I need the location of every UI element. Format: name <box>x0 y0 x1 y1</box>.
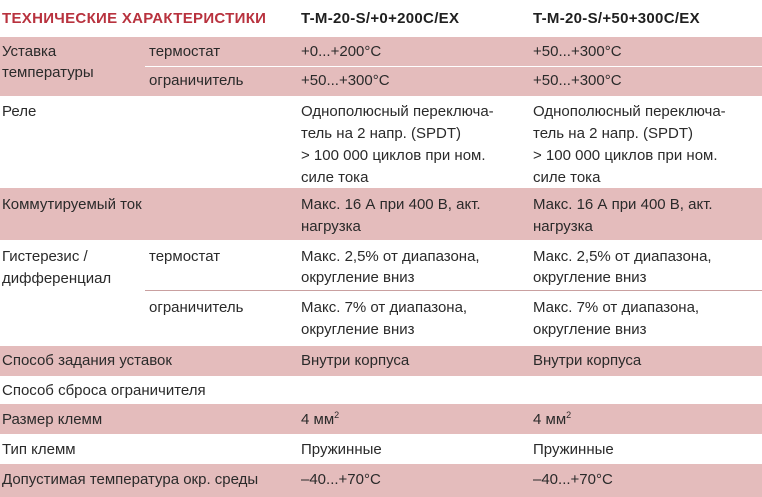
row-hysteresis <box>0 240 762 346</box>
model-b-header: T-M-20-S/+50+300C/EX <box>533 10 700 27</box>
hysteresis-limiter-b-line-2: округление вниз <box>533 321 647 338</box>
row-relay <box>0 96 762 188</box>
row-ambient-temp <box>0 464 762 497</box>
setpoint-limiter-b: +50...+300°C <box>533 72 622 89</box>
ambient-temp-b: –40...+70°C <box>533 471 613 488</box>
current-b-line-1: Макс. 16 А при 400 В, акт. <box>533 196 713 213</box>
hysteresis-label-line-2: дифференциал <box>2 270 112 287</box>
hysteresis-limiter-a-line-1: Макс. 7% от диапазона, <box>301 299 468 316</box>
setpoint-thermostat-b: +50...+300°C <box>533 43 622 60</box>
setpoint-label-line-2: температуры <box>2 64 94 81</box>
terminal-size-a-value: 4 мм <box>301 411 335 428</box>
row-setting-method <box>0 346 762 376</box>
setpoint-limiter-label: ограничитель <box>149 72 244 89</box>
relay-b-line-4: силе тока <box>533 169 601 186</box>
current-a-line-2: нагрузка <box>301 218 361 235</box>
hysteresis-limiter-label: ограничитель <box>149 299 244 316</box>
row-reset-method <box>0 376 762 404</box>
relay-a-line-4: силе тока <box>301 169 369 186</box>
hysteresis-thermostat-b-line-1: Макс. 2,5% от диапазона, <box>533 248 712 265</box>
relay-a-line-1: Однополюсный переключа- <box>301 103 494 120</box>
terminal-size-label: Размер клемм <box>2 411 103 428</box>
relay-b-line-3: > 100 000 циклов при ном. <box>533 147 718 164</box>
relay-a-line-3: > 100 000 циклов при ном. <box>301 147 486 164</box>
terminal-type-b: Пружинные <box>533 441 614 458</box>
current-label: Коммутируемый ток <box>2 196 142 213</box>
hysteresis-label-line-1: Гистерезис / <box>2 248 88 265</box>
reset-method-label: Способ сброса ограничителя <box>2 382 206 399</box>
setpoint-label-line-1: Уставка <box>2 43 57 60</box>
setpoint-thermostat-label: термостат <box>149 43 221 60</box>
hysteresis-thermostat-a-line-1: Макс. 2,5% от диапазона, <box>301 248 480 265</box>
terminal-size-b-value: 4 мм <box>533 411 567 428</box>
setting-method-label: Способ задания уставок <box>2 352 172 369</box>
hysteresis-thermostat-b-line-2: округление вниз <box>533 269 647 286</box>
terminal-size-a-unit-sup: 2 <box>334 410 340 420</box>
setpoint-limiter-a: +50...+300°C <box>301 72 390 89</box>
setpoint-thermostat-a: +0...+200°C <box>301 43 382 60</box>
hysteresis-sub-divider <box>145 290 762 291</box>
ambient-temp-a: –40...+70°C <box>301 471 381 488</box>
row-terminal-size <box>0 404 762 434</box>
row-terminal-type <box>0 434 762 464</box>
relay-label: Реле <box>2 103 37 120</box>
relay-b-line-1: Однополюсный переключа- <box>533 103 726 120</box>
setting-method-b: Внутри корпуса <box>533 352 642 369</box>
setting-method-a: Внутри корпуса <box>301 352 410 369</box>
terminal-size-b-unit-sup: 2 <box>566 410 572 420</box>
model-a-header: T-M-20-S/+0+200C/EX <box>301 10 460 27</box>
hysteresis-limiter-a-line-2: округление вниз <box>301 321 415 338</box>
terminal-type-label: Тип клемм <box>2 441 76 458</box>
row-current <box>0 188 762 240</box>
table-header <box>0 0 762 37</box>
terminal-size-b <box>533 408 571 431</box>
hysteresis-limiter-b-line-1: Макс. 7% от диапазона, <box>533 299 700 316</box>
ambient-temp-label: Допустимая температура окр. среды <box>2 471 259 488</box>
relay-b-line-2: тель на 2 напр. (SPDT) <box>533 125 694 142</box>
terminal-type-a: Пружинные <box>301 441 382 458</box>
terminal-size-a <box>301 408 339 431</box>
current-b-line-2: нагрузка <box>533 218 593 235</box>
relay-a-line-2: тель на 2 напр. (SPDT) <box>301 125 462 142</box>
setpoint-sub-divider <box>145 66 762 67</box>
hysteresis-thermostat-label: термостат <box>149 248 221 265</box>
table-title: ТЕХНИЧЕСКИЕ ХАРАКТЕРИСТИКИ <box>2 10 267 27</box>
current-a-line-1: Макс. 16 А при 400 В, акт. <box>301 196 481 213</box>
hysteresis-thermostat-a-line-2: округление вниз <box>301 269 415 286</box>
